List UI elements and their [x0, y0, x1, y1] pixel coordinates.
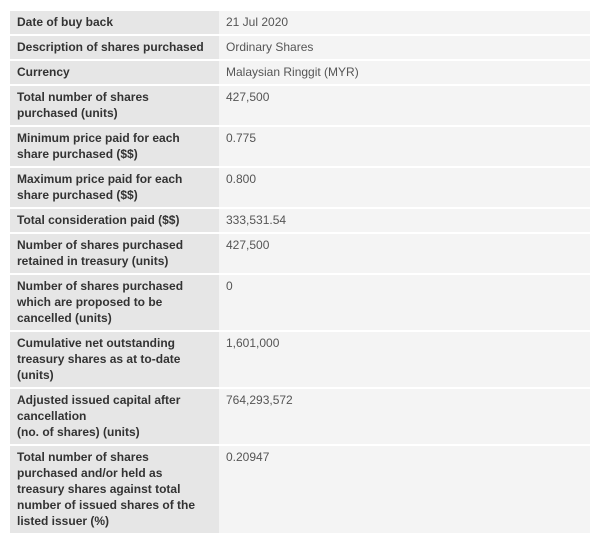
row-value: 427,500 [219, 86, 590, 125]
row-value: 0.775 [219, 127, 590, 166]
table-row [10, 61, 590, 84]
row-value: 1,601,000 [219, 332, 590, 387]
row-label-line: Adjusted issued capital after cancellation [17, 393, 181, 423]
row-value: 0.800 [219, 168, 590, 207]
row-label: Number of shares purchased which are proposed to be cancelled (units) [10, 275, 219, 330]
row-value: 333,531.54 [219, 209, 590, 232]
share-buyback-details [10, 9, 590, 535]
table-row [10, 127, 590, 166]
table-row [10, 36, 590, 59]
row-label: Cumulative net outstanding treasury shares as at to-date (units) [10, 332, 219, 387]
row-value: 0 [219, 275, 590, 330]
table-row [10, 234, 590, 273]
table-row [10, 446, 590, 533]
row-value: 21 Jul 2020 [219, 11, 590, 34]
row-value: Malaysian Ringgit (MYR) [219, 61, 590, 84]
row-label: Number of shares purchased retained in treasury (units) [10, 234, 219, 273]
row-value: 0.20947 [219, 446, 590, 533]
table-row [10, 332, 590, 387]
table-row [10, 389, 590, 444]
row-label: Maximum price paid for each share purchased ($$) [10, 168, 219, 207]
row-value: Ordinary Shares [219, 36, 590, 59]
row-label: Description of shares purchased [10, 36, 219, 59]
row-label [10, 389, 219, 444]
row-label: Total number of shares purchased and/or held as treasury shares against total number of issued shares of the listed issuer (%) [10, 446, 219, 533]
row-value: 427,500 [219, 234, 590, 273]
row-label-line: (no. of shares) (units) [17, 425, 140, 439]
row-label: Date of buy back [10, 11, 219, 34]
buyback-table [10, 9, 590, 535]
row-label: Currency [10, 61, 219, 84]
table-row [10, 11, 590, 34]
row-value: 764,293,572 [219, 389, 590, 444]
row-label: Total consideration paid ($$) [10, 209, 219, 232]
table-row [10, 275, 590, 330]
table-row [10, 209, 590, 232]
row-label: Minimum price paid for each share purchased ($$) [10, 127, 219, 166]
table-row [10, 168, 590, 207]
row-label: Total number of shares purchased (units) [10, 86, 219, 125]
table-row [10, 86, 590, 125]
